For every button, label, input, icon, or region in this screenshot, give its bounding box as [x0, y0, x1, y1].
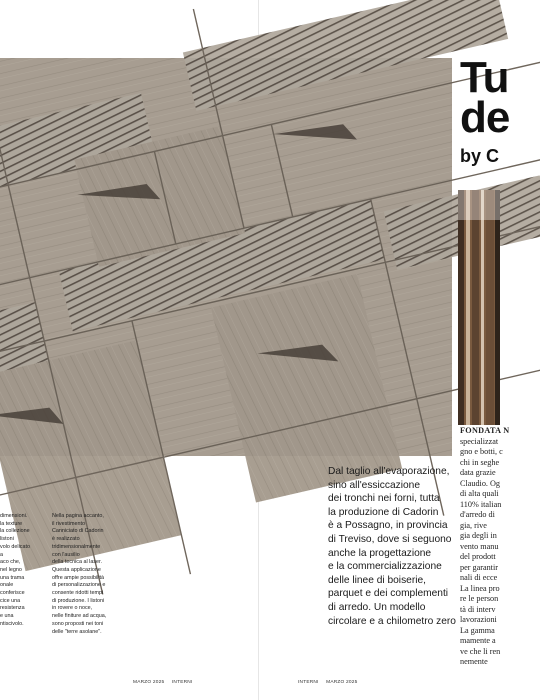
body-line: Claudio. Og [460, 478, 501, 488]
byline: by C [460, 146, 500, 166]
body-line: per garantir [460, 562, 498, 572]
article-body [460, 426, 510, 668]
quote-line: dei tronchi nei forni, tutta [328, 493, 440, 505]
caption-line: listoni [0, 536, 14, 543]
caption-line: resistenza [0, 605, 25, 612]
caption-line: è realizzato [52, 536, 80, 543]
body-line: nali di ecce [460, 573, 498, 582]
quote-line: circolare e a chilometro zero [328, 615, 456, 627]
wood-planks-photo [458, 190, 500, 425]
body-line: specializzat [460, 436, 499, 446]
body-line: data grazie [460, 468, 496, 477]
quote-line: anche la progettazione [328, 547, 432, 559]
quote-line: Dal taglio all'evaporazione, [328, 466, 450, 477]
body-line: FONDATA N [460, 426, 510, 435]
body-line: nemente [460, 657, 488, 666]
caption-line: nel legno [0, 566, 22, 573]
quote-line: sino all'essiccazione [328, 479, 420, 491]
caption-line: dimensioni. [0, 513, 28, 519]
folio-magazine: INTERNI [171, 680, 193, 685]
caption-line: onale [0, 582, 14, 589]
caption-line: conferisce [0, 590, 25, 597]
quote-line: è a Possagno, in provincia [328, 520, 448, 532]
caption-line: a [0, 551, 3, 558]
parquet-floor-photo [0, 58, 452, 456]
body-line: vento manu [460, 541, 499, 551]
quote-line: e la commercializzazione [328, 561, 442, 573]
body-line: 110% italian [460, 499, 502, 509]
body-line: La gamma [460, 625, 495, 635]
caption-line: il rivestimento [52, 520, 85, 527]
caption-line: della tecnica al laser. [52, 559, 103, 566]
caption-line: e una [0, 613, 14, 620]
title-line: Tu [460, 53, 509, 102]
caption-line: di produzione. I listoni [52, 597, 105, 604]
caption-line: tridimensionalmente [52, 543, 101, 550]
body-line: re le person [460, 594, 499, 603]
caption-line: la texture [0, 520, 23, 527]
quote-line: delle linee di boiserie, [328, 574, 426, 586]
caption-line: Canniciato di Cadorin [52, 528, 104, 535]
folio-date: MARZO 2025 [133, 680, 165, 685]
body-line: lavorazioni [460, 615, 497, 624]
body-line: di alta quali [460, 489, 499, 498]
body-line: gno e botti, c [460, 447, 503, 456]
caption-line: Nella pagina accanto, [52, 513, 104, 519]
caption-line: ntiscivolo. [0, 620, 24, 627]
body-line: mamente a [460, 636, 496, 645]
body-line: del prodott [460, 552, 496, 561]
caption-line: una trama [0, 574, 25, 581]
caption-line: offre ampie possibilità [52, 574, 105, 581]
folio-left [133, 680, 198, 685]
caption-line: nelle finiture ad acqua, [52, 613, 107, 620]
caption-line: aco che, [0, 559, 21, 566]
pull-quote [328, 465, 456, 628]
caption-line: cice una [0, 597, 21, 604]
body-line: d'arredo di [460, 510, 495, 519]
body-line: ve che li ren [460, 646, 501, 656]
caption-line: Questa applicazione [52, 566, 101, 573]
caption-line: di personalizzazione e [52, 582, 106, 589]
title-line: de [460, 93, 510, 142]
quote-line: la produzione di Cadorin [328, 506, 439, 518]
body-line: tà di interv [460, 604, 496, 614]
article-title [460, 53, 540, 142]
body-line: chi in seghe [460, 457, 500, 467]
quote-line: di Treviso, dove si seguono [328, 533, 452, 545]
caption-line: delle "terre asolane". [52, 628, 102, 635]
caption-line: con l'ausilio [52, 551, 80, 558]
caption-line: sono proposti nei toni [52, 620, 104, 627]
folio-magazine: INTERNI [298, 680, 319, 685]
caption-line: consente ridotti tempi [52, 590, 104, 597]
folio-date: MARZO 2025 [326, 680, 358, 685]
caption-line: la collezione [0, 528, 30, 535]
caption-line: in rovere o noce, [52, 605, 93, 612]
body-line: gia degli in [460, 531, 497, 540]
body-line: gia, rive [460, 520, 487, 530]
caption-column [52, 513, 132, 636]
folio-right [298, 680, 363, 685]
quote-line: di arredo. Un modello [328, 601, 426, 613]
caption-column-cropped [0, 513, 40, 629]
quote-line: parquet e dei complementi [328, 588, 449, 600]
body-line: La linea pro [460, 583, 500, 593]
caption-line: volo delicato [0, 543, 30, 550]
